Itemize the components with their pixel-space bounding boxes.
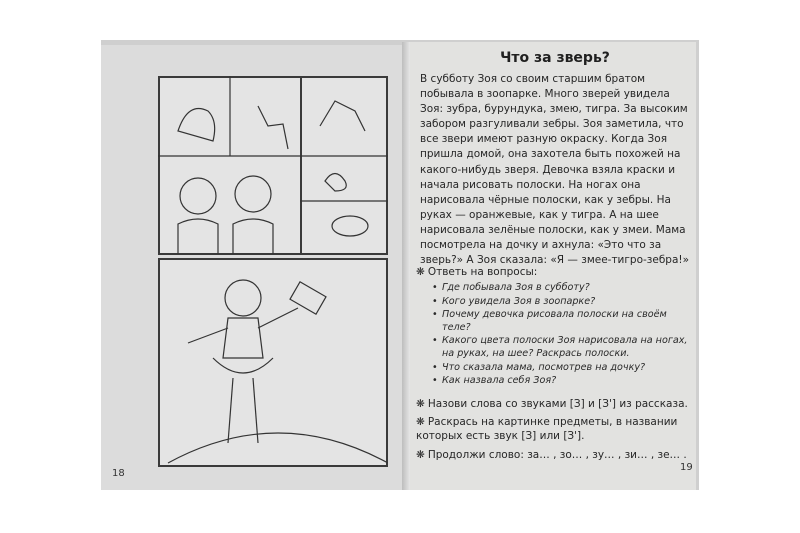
story-text: В субботу Зоя со своим старшим братом побывала в зоопарке. Много зверей увидела Зоя: зубра, бурундука, змею, тигра. За высоким забором разгуливали зебры. Зоя заметила, что все звери имеют разную окраску. Когда Зоя пришла домой, она захотела быть похожей на какого-нибудь зверя. Девочка взяла краски и начала рисовать полоски. На ногах она нарисовала чёрные полоски, как у зебры. На руках — оранжевые, как у тигра. А на шее нарисовала зелёные полоски, как у змеи. Мама посмотрела на дочку и ахнула: «Это что за зверь?» А Зоя сказала: «Я — змее-тигро-зебра!» [420,73,690,267]
girl-drawing [158,258,388,467]
task-bullet-icon: ❋ [416,449,425,461]
list-item: • Кого увидела Зоя в зоопарке? [430,296,692,309]
task-text: Раскрась на картинке предметы, в названии которых есть звук [З] или [З']. [416,416,678,442]
task-color-objects [416,415,694,443]
task-continue-word [416,448,694,462]
task-text: Назови слова со звуками [З] и [З'] из рассказа. [427,398,688,410]
page-number-right: 19 [680,462,693,473]
task-bullet-icon: ❋ [416,266,425,278]
story-title: Что за зверь? [500,50,610,66]
task-text: Продолжи слово: за… , зо… , зу… , зи… , зе… . [427,449,687,461]
task-bullet-icon: ❋ [416,416,425,428]
task-answer-questions [416,265,694,279]
list-item: • Какого цвета полоски Зоя нарисовала на ногах, на руках, на шее? Раскрась полоски. [430,335,692,360]
question-list [430,282,692,389]
zoo-drawing [158,76,302,255]
list-item: • Где побывала Зоя в субботу? [430,282,692,295]
task-name-words [416,397,694,411]
list-item: • Как назвала себя Зоя? [430,375,692,388]
page-number-left: 18 [112,468,125,479]
task-bullet-icon: ❋ [416,398,425,410]
list-item: • Почему девочка рисовала полоски на своём теле? [430,309,692,334]
task-text: Ответь на вопросы: [427,266,538,278]
book-spine [402,42,410,490]
animal-panels-drawing [300,76,388,255]
list-item: • Что сказала мама, посмотрев на дочку? [430,362,692,375]
